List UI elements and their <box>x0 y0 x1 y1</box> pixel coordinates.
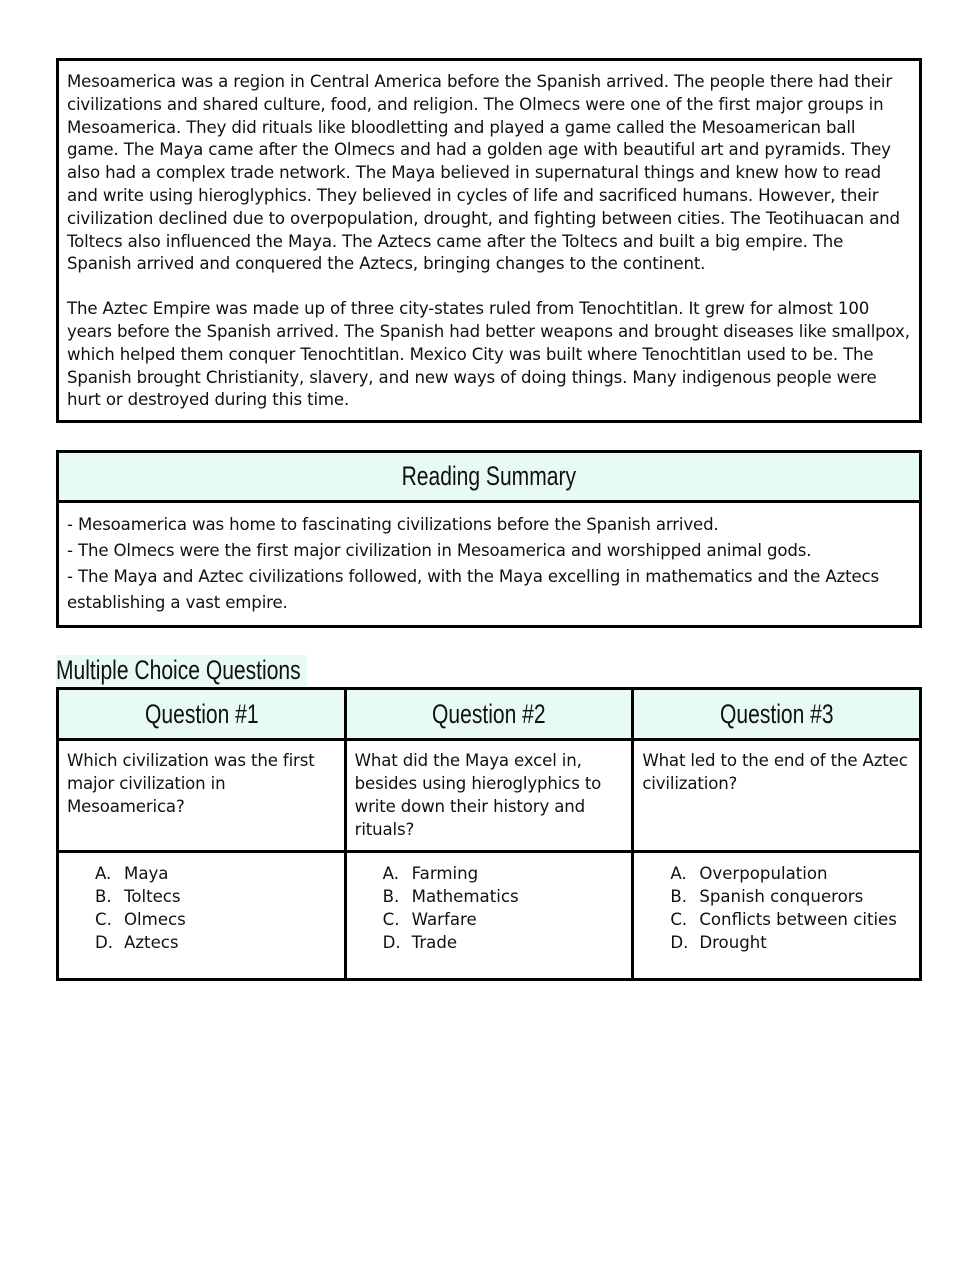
option-text: Drought <box>699 933 767 953</box>
question-3-options <box>633 852 921 980</box>
option-text: Toltecs <box>124 887 181 907</box>
reading-passage <box>56 58 922 423</box>
mcq-table <box>56 687 922 981</box>
option-text: Aztecs <box>124 933 179 953</box>
question-1-header <box>58 689 346 740</box>
question-1-options <box>58 852 346 980</box>
option-letter: A. <box>95 864 112 884</box>
option-letter: D. <box>95 933 114 953</box>
option-letter: D. <box>670 933 689 953</box>
option-text: Mathematics <box>411 887 519 907</box>
option-item <box>95 862 336 885</box>
option-text: Conflicts between cities <box>699 910 897 930</box>
option-text: Overpopulation <box>699 864 828 884</box>
option-item <box>670 885 911 908</box>
option-item <box>95 908 336 931</box>
mcq-section-title: Multiple Choice Questions <box>56 655 307 686</box>
option-letter: B. <box>95 887 112 907</box>
option-item <box>670 862 911 885</box>
option-text: Spanish conquerors <box>699 887 864 907</box>
option-item <box>670 931 911 954</box>
question-1-label: Question #1 <box>144 698 259 729</box>
option-item <box>383 862 624 885</box>
option-letter: C. <box>382 910 400 930</box>
reading-paragraph-1: Mesoamerica was a region in Central America before the Spanish arrived. The people there had their civilizations and shared culture, food, and religion. The Olmecs were one of the first major groups in Mesoamerica. They did rituals like bloodletting and played a game called the Mesoamerican ball game. The Maya came after the Olmecs and had a golden age with beautiful art and pyramids. They also had a complex trade network. The Maya believed in supernatural things and knew how to read and write using hieroglyphics. They believed in cycles of life and sacrificed humans. However, their civilization declined due to overpopulation, drought, and fighting between cities. The Teotihuacan and Toltecs also influenced the Maya. The Aztecs came after the Toltecs and built a big empire. The Spanish arrived and conquered the Aztecs, bringing changes to the continent. <box>67 72 900 274</box>
reading-paragraph-2: The Aztec Empire was made up of three city-states ruled from Tenochtitlan. It grew for almost 100 years before the Spanish arrived. The Spanish had better weapons and brought diseases like smallpox, which helped them conquer Tenochtitlan. Mexico City was built where Tenochtitlan used to be. The Spanish brought Christianity, slavery, and new ways of doing things. Many indigenous people were hurt or destroyed during this time. <box>67 299 910 410</box>
summary-point: - The Maya and Aztec civilizations followed, with the Maya excelling in mathematics and the Aztecs establishing a vast empire. <box>67 567 879 613</box>
option-letter: C. <box>95 910 112 930</box>
mcq-question-row <box>58 740 921 852</box>
mcq-options-row <box>58 852 921 980</box>
summary-body <box>59 503 919 625</box>
option-item <box>95 885 336 908</box>
option-item <box>95 931 336 954</box>
question-2-header <box>345 689 633 740</box>
mcq-header-row <box>58 689 921 740</box>
option-letter: A. <box>382 864 399 884</box>
option-letter: B. <box>382 887 400 907</box>
option-item <box>383 908 624 931</box>
mcq-heading-row <box>56 654 979 687</box>
summary-header <box>59 453 919 503</box>
reading-summary-box <box>56 450 922 628</box>
summary-point: - Mesoamerica was home to fascinating civilizations before the Spanish arrived. <box>67 515 719 535</box>
question-3-header <box>633 689 921 740</box>
option-item <box>383 931 624 954</box>
option-text: Farming <box>411 864 479 884</box>
option-text: Trade <box>411 933 458 953</box>
question-2-label: Question #2 <box>432 698 546 729</box>
option-letter: C. <box>670 910 688 930</box>
question-2-options <box>345 852 633 980</box>
question-3-text: What led to the end of the Aztec civilization? <box>633 740 921 852</box>
question-1-text: Which civilization was the first major civilization in Mesoamerica? <box>58 740 346 852</box>
option-item <box>383 885 624 908</box>
summary-title: Reading Summary <box>401 461 577 492</box>
option-letter: B. <box>670 887 687 907</box>
question-2-text: What did the Maya excel in, besides using hieroglyphics to write down their history and rituals? <box>345 740 633 852</box>
option-text: Olmecs <box>124 910 186 930</box>
option-letter: A. <box>670 864 687 884</box>
summary-point: - The Olmecs were the first major civilization in Mesoamerica and worshipped animal gods. <box>67 541 812 561</box>
option-item <box>670 908 911 931</box>
option-text: Warfare <box>411 910 477 930</box>
question-3-label: Question #3 <box>719 698 834 729</box>
option-letter: D. <box>382 933 401 953</box>
option-text: Maya <box>124 864 169 884</box>
